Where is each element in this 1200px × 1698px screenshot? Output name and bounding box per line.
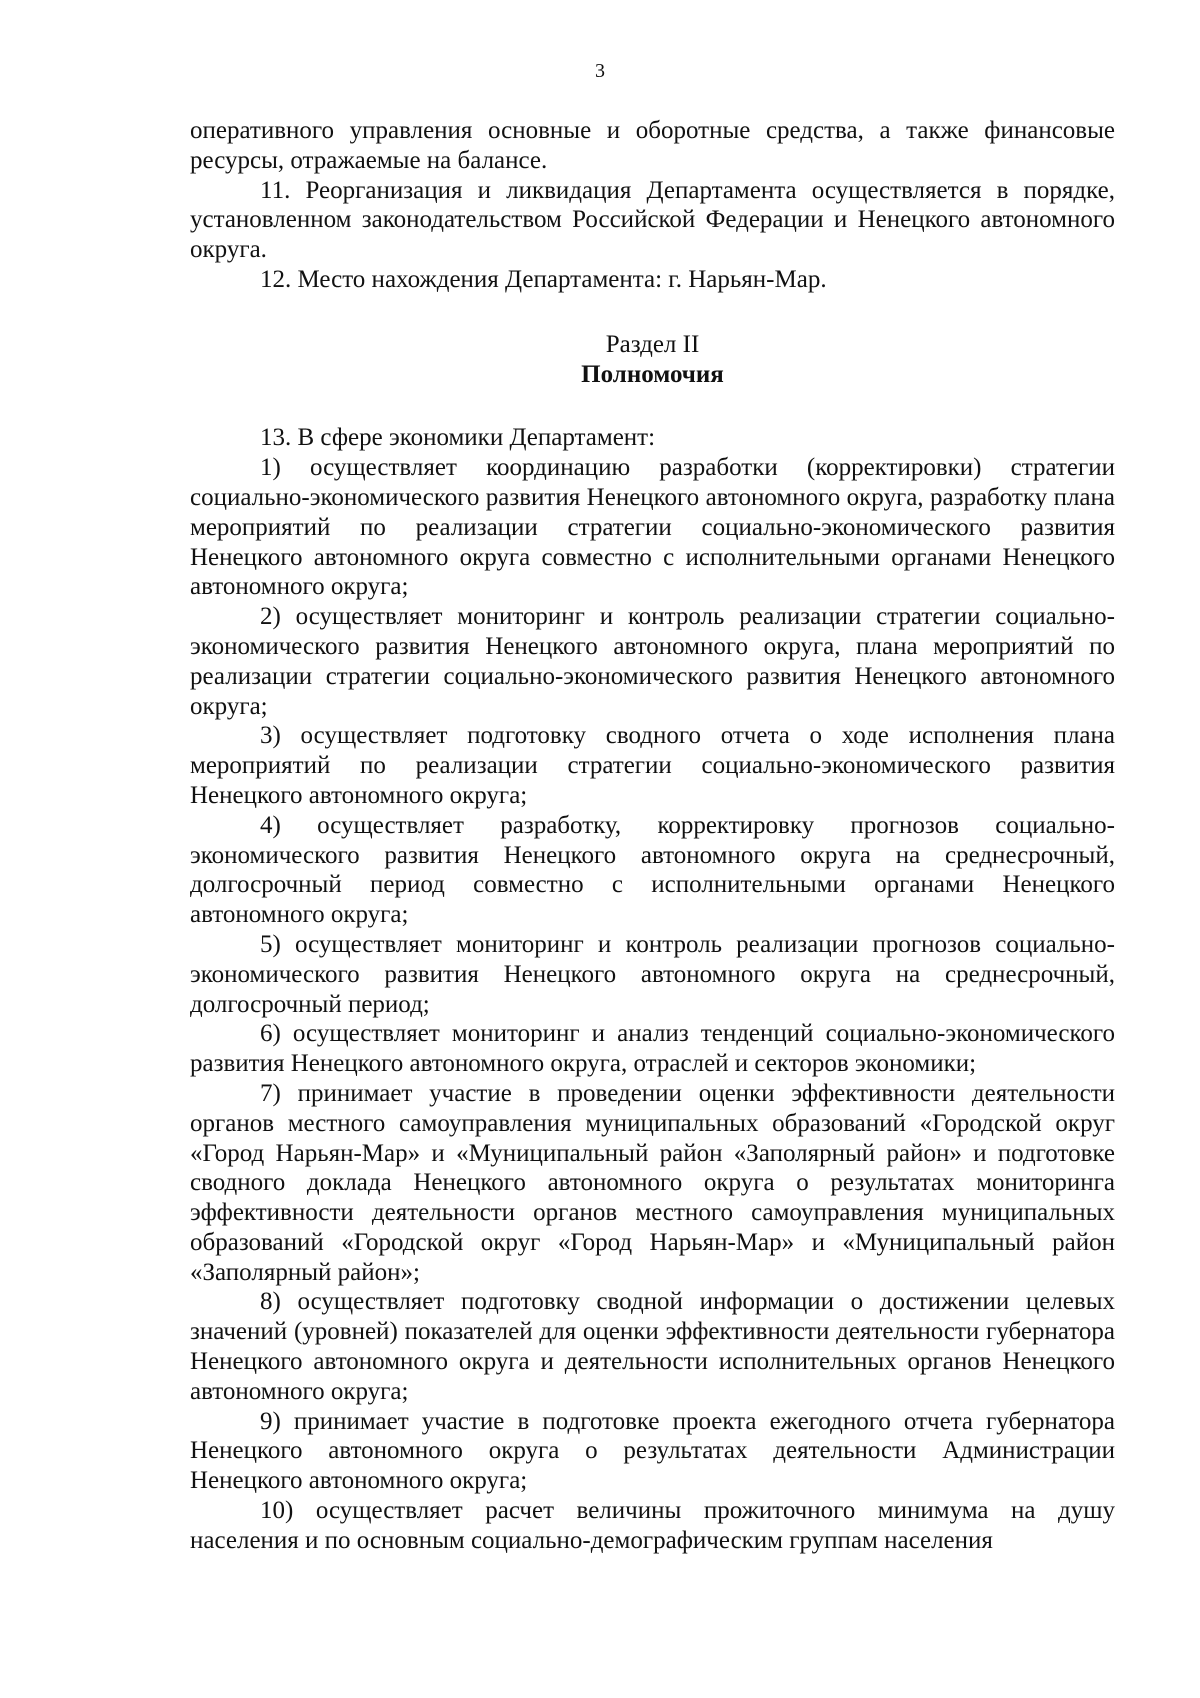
paragraph: 9) принимает участие в подготовке проекта ежегодного отчета губернатора Ненецкого автономного округа о результатах деятельности Администрации Ненецкого автономного округа; — [190, 1407, 1115, 1495]
paragraph: 11. Реорганизация и ликвидация Департамента осуществляется в порядке, установленном законодательством Российской Федерации и Ненецкого автономного округа. — [190, 176, 1115, 264]
paragraphs-after-section — [190, 423, 1115, 1555]
section-title: Полномочия — [581, 360, 724, 388]
paragraph: 3) осуществляет подготовку сводного отчета о ходе исполнения плана мероприятий по реализации стратегии социально-экономического развития Ненецкого автономного округа; — [190, 722, 1115, 809]
paragraph: 7) принимает участие в проведении оценки эффективности деятельности органов местного самоуправления муниципальных образований «Городской округ «Город Нарьян-Мар» и «Муниципальный район «Заполярный район» и подготовке сводного доклада Ненецкого автономного округа о результатах мониторинга эффективности деятельности органов местного самоуправления муниципальных образований «Городской округ «Город Нарьян-Мар» и «Муниципальный район «Заполярный район»; — [190, 1079, 1115, 1286]
paragraph: 6) осуществляет мониторинг и анализ тенденций социально-экономического развития Ненецкого автономного округа, отраслей и секторов экономики; — [190, 1020, 1115, 1078]
page-number: 3 — [595, 60, 605, 82]
document-body — [190, 116, 1115, 1556]
paragraphs-before-section — [190, 116, 1115, 295]
paragraph: 8) осуществляет подготовку сводной информации о достижении целевых значений (уровней) показателей для оценки эффективности деятельности губернатора Ненецкого автономного округа и деятельности исполнительных органов Ненецкого автономного округа; — [190, 1288, 1115, 1405]
paragraph: 12. Место нахождения Департамента: г. Нарьян-Мар. — [260, 265, 827, 293]
paragraph: 4) осуществляет разработку, корректировку прогнозов социально-экономического развития Ненецкого автономного округа на среднесрочный, долгосрочный период совместно с исполнительными органами Ненецкого автономного округа; — [190, 811, 1115, 929]
paragraph: 2) осуществляет мониторинг и контроль реализации стратегии социально-экономического развития Ненецкого автономного округа, плана мероприятий по реализации стратегии социально-экономического развития Ненецкого автономного округа; — [190, 603, 1115, 720]
paragraph: 5) осуществляет мониторинг и контроль реализации прогнозов социально-экономического развития Ненецкого автономного округа на среднесрочный, долгосрочный период; — [190, 930, 1115, 1018]
paragraph: 13. В сфере экономики Департамент: — [260, 424, 656, 452]
section-number: Раздел II — [605, 330, 700, 358]
paragraph: 10) осуществляет расчет величины прожиточного минимума на душу населения и по основным социально-демографическим группам населения — [190, 1497, 1115, 1554]
paragraph: оперативного управления основные и оборотные средства, а также финансовые ресурсы, отражаемые на балансе. — [190, 117, 1115, 174]
paragraph: 1) осуществляет координацию разработки (корректировки) стратегии социально-экономического развития Ненецкого автономного округа, разработку плана мероприятий по реализации стратегии социально-экономического развития Ненецкого автономного округа совместно с исполнительными органами Ненецкого автономного округа; — [190, 454, 1115, 601]
